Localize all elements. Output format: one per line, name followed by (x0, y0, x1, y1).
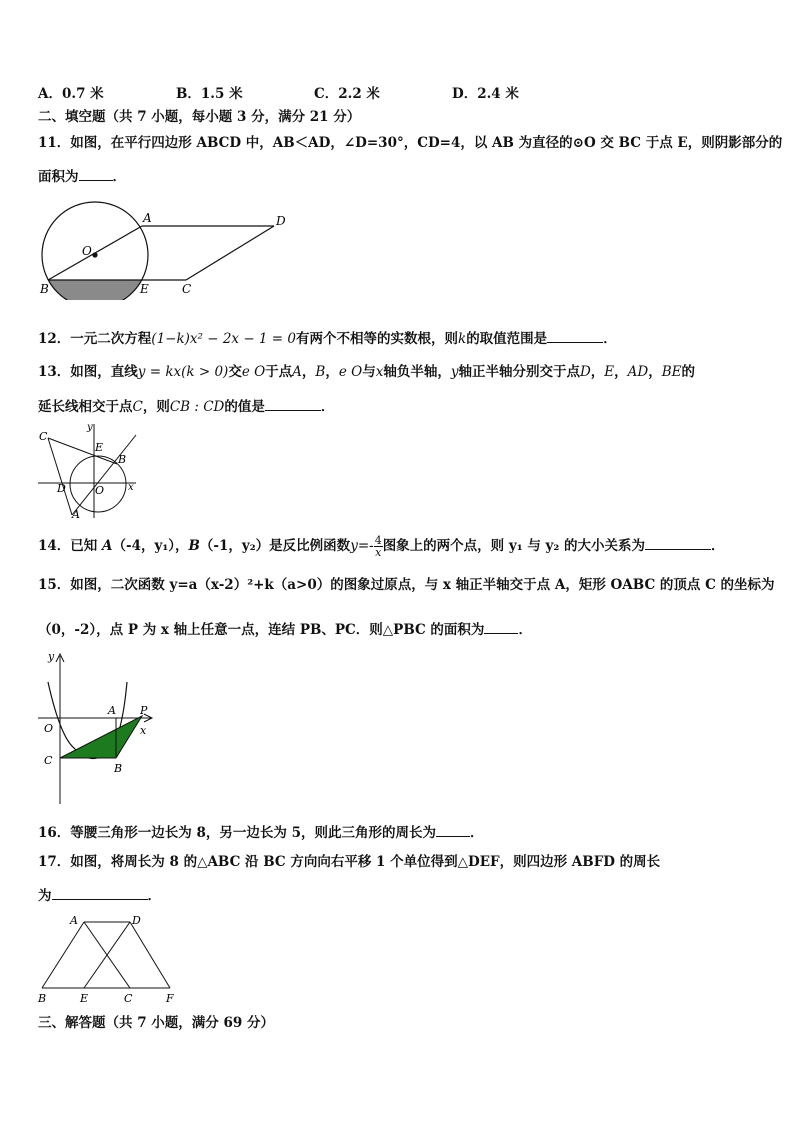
label-o: O (44, 722, 54, 735)
q14-fraction: $\frac{4}{x}$ (374, 534, 382, 559)
label-b: B (38, 992, 47, 1005)
q12-line: 12．一元二次方程(1−k)x² − 2x − 1 = 0有两个不相等的实数根，则k的取值范围是 ． (38, 328, 617, 348)
q16-answer-blank[interactable] (436, 822, 470, 837)
option-b: B．1.5 米 (176, 86, 243, 102)
q15-answer-blank[interactable] (484, 619, 518, 634)
label-d: D (276, 214, 286, 228)
q17-line2: 为 ． (38, 885, 161, 905)
section-2-title: 二、填空题（共 7 小题，每小题 3 分，满分 21 分） (38, 109, 361, 125)
q11-figure (34, 198, 294, 300)
q17-answer-blank[interactable] (52, 885, 148, 900)
label-y: y (48, 650, 55, 663)
section-3-title: 三、解答题（共 7 小题，满分 69 分） (38, 1015, 274, 1031)
label-a: A (70, 914, 78, 927)
q12-equation: (1−k)x² − 2x − 1 = 0 (151, 331, 296, 347)
q14-answer-blank[interactable] (645, 535, 711, 550)
q12-answer-blank[interactable] (547, 328, 603, 343)
label-c: C (124, 992, 133, 1005)
label-a: A (108, 704, 116, 717)
label-c: C (39, 430, 48, 443)
q17-line1: 17．如图，将周长为 8 的△ABC 沿 BC 方向向右平移 1 个单位得到△DEF，则四边形 ABFD 的周长 (38, 854, 661, 870)
label-a: A (72, 508, 80, 520)
label-a: A (143, 211, 152, 225)
label-o: O (95, 484, 105, 497)
label-p: P (140, 704, 148, 717)
label-d: D (57, 482, 66, 495)
label-c: C (44, 754, 53, 767)
q15-line1: 15．如图，二次函数 y=a（x-2）²+k（a>0）的图象过原点，与 x 轴正半轴交于点 A，矩形 OABC 的顶点 C 的坐标为 (38, 577, 775, 593)
triangle-pbc (60, 716, 142, 758)
q11-line1: 11．如图，在平行四边形 ABCD 中，AB＜AD，∠D=30°，CD=4，以 AB 为直径的⊙O 交 BC 于点 E，则阴影部分的 (38, 135, 783, 151)
q11-answer-blank[interactable] (79, 166, 113, 181)
label-x: x (140, 724, 147, 737)
label-c: C (182, 282, 192, 296)
label-e: E (140, 282, 149, 296)
q14-line: 14．已知 A（-4，y₁），B（-1，y₂）是反比例函数y=- $\frac{4}{x}$ 图象上的两个点，则 y₁ 与 y₂ 的大小关系为 ． (38, 534, 725, 559)
q13-line2: 延长线相交于点C，则CB : CD的值是 ． (38, 396, 334, 416)
option-a: A．0.7 米 (38, 86, 104, 102)
q13-figure (34, 420, 144, 520)
label-x: x (128, 482, 134, 493)
label-b: B (114, 762, 123, 775)
label-e: E (80, 992, 89, 1005)
label-d: D (132, 914, 141, 927)
label-o: O (82, 244, 92, 258)
label-y: y (87, 422, 93, 433)
q11-line2: 面积为 ． (38, 166, 126, 186)
q13-answer-blank[interactable] (265, 396, 321, 411)
q13-line1: 13．如图，直线y = kx(k > 0)交e O于点A，B，e O与x轴负半轴，y轴正半轴分别交于点D，E，AD，BE的 (38, 364, 696, 380)
label-e: E (95, 441, 104, 454)
q17-figure (34, 910, 184, 1006)
option-c: C．2.2 米 (314, 86, 380, 102)
q16-line: 16．等腰三角形一边长为 8，另一边长为 5，则此三角形的周长为 ． (38, 822, 483, 842)
label-f: F (166, 992, 174, 1005)
q15-line2: （0，-2），点 P 为 x 轴上任意一点，连结 PB、PC．则△PBC 的面积为 ． (38, 619, 532, 639)
label-b: B (118, 453, 127, 466)
option-d: D．2.4 米 (452, 86, 519, 102)
q15-figure (36, 646, 158, 808)
label-b: B (40, 282, 49, 296)
